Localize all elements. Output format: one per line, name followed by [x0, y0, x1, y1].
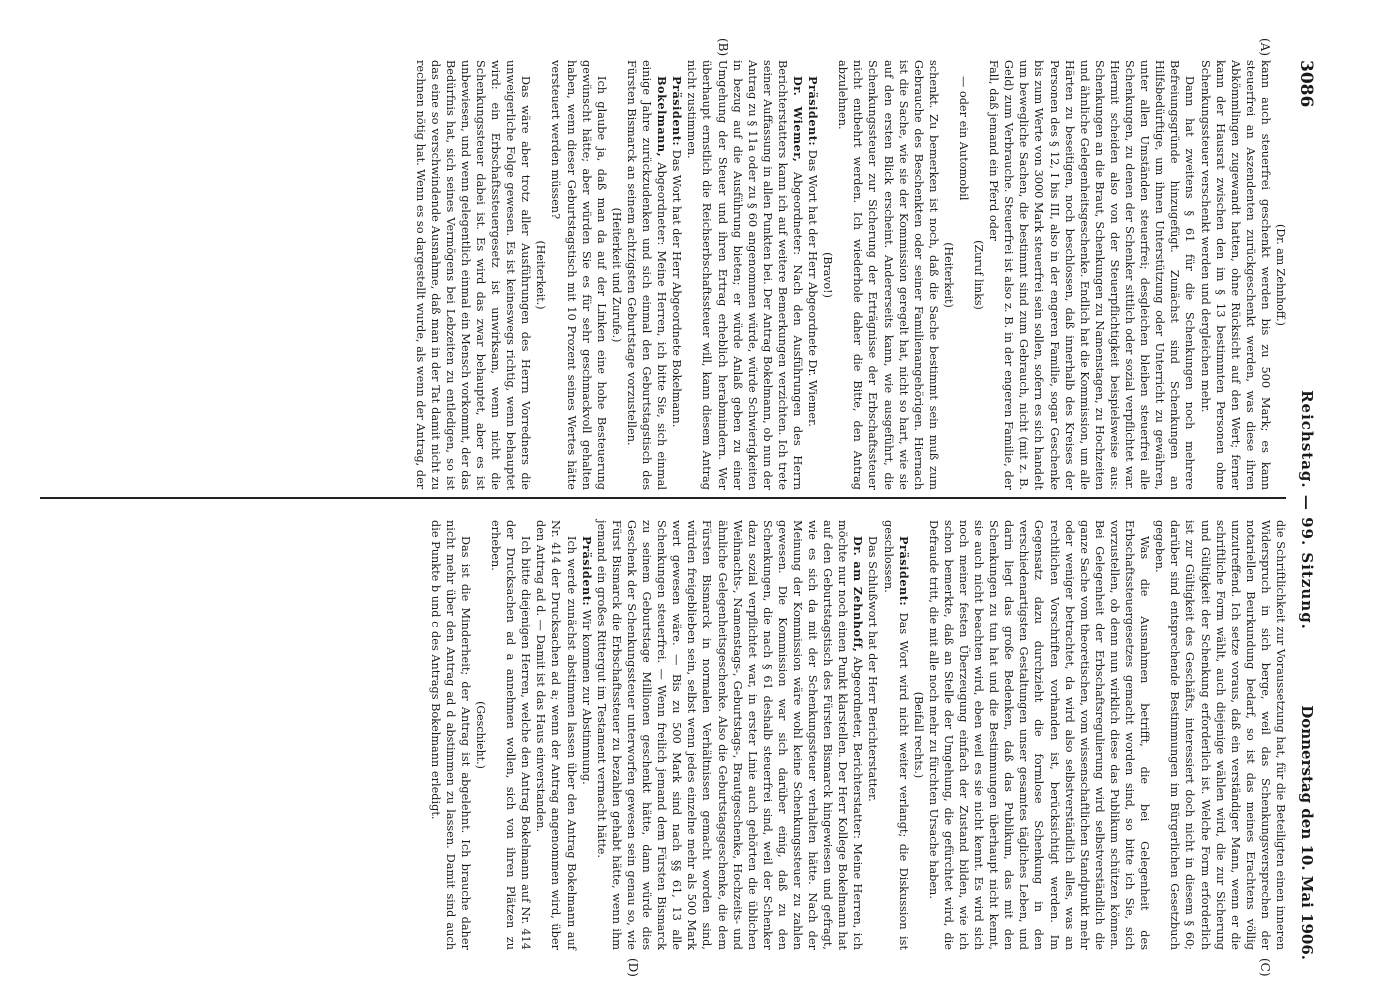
speaker-label: Dr. am Zehnhoff, — [851, 536, 866, 653]
paragraph: Ich werde zunächst abstimmen lassen über den Antrag Bokelmann auf Nr. 414 der Drucksachen ad a; wenn der Antrag angenommen wird, über den Antrag ad d. — Damit ist das Haus einverstanden. — [534, 520, 578, 950]
speaker-label: Präsident: — [670, 76, 685, 147]
speaker-label: Präsident: — [896, 536, 911, 607]
speaker-label: Präsident: — [806, 76, 821, 147]
president-remark — [669, 60, 684, 490]
margin-mark-c: (C) — [1258, 958, 1272, 977]
paragraph: Ich bitte diejenigen Herren, welche den Antrag Bokelmann auf Nr. 414 der Drucksachen ad a annehmen wollen, sich von ihren Plätzen zu erheben. — [489, 520, 533, 950]
column-divider — [40, 497, 1286, 499]
speaker-label: Präsident: — [579, 536, 594, 607]
paragraph: Das wäre aber trotz aller Ausführungen des Herrn Vorredners die unweigerliche Folge gewesen. Es ist keineswegs richtig, wenn behauptet wird: ein Erbschaftssteuergesetz ist unwirksam, wenn nicht die Schenkungssteuer dabei ist. Es wird das zwar behauptet, aber es ist unbewiesen, und wenn gelegentlich einmal ein Mensch vorkommt, der das Bedürfnis hat, sich seines Vermögens bei Lebzeiten zu entledigen, so ist das eine so verschwindende Ausnahme, daß man in der Tat damit nicht zu rechnen nötig hat. Wenn es so dargestellt wurde, als wenn der Antrag, der — [413, 60, 533, 490]
right-column — [428, 520, 1288, 950]
speech-text: Das Wort wird nicht weiter verlangt; die Diskussion ist geschlossen. — [881, 520, 910, 951]
speech-text: Abgeordneter, Berichterstatter: Meine Herren, ich möchte nur noch einen Punkt klarstellen. Der Herr Kollege Bokelmann hat auf den Geburtstagstisch des Fürsten Bismarck hingewiesen und gefragt, wie es sich da mit der Schenkungssteuer verhalten hätte. Nach der Meinung der Kommission wäre wohl keine Schenkungssteuer zu zahlen gewesen. Die Kommission war sich darüber einig, daß zu den Schenkungen, die nach § 61 deshalb steuerfrei sind, weil der Schenker dazu sozial verpflichtet war, in erster Linie auch gehörten die üblichen Weihnachts-, Namenstags-, Geburtstags-, Brautgeschenke, Hochzeits- und ähnliche Gelegenheitsgeschenke. Also die Geburtstagsgeschenke, die dem Fürsten Bismarck in normalen Verhältnissen gemacht worden sind, würden freigeblieben sein, selbst wenn jedes einzelne mehr als 500 Mark wert gewesen wäre. — Bis zu 500 Mark sind nach §§ 61, 13 alle Schenkungen steuerfrei. — Wenn freilich jemand dem Fürsten Bismarck zu seinem Geburtstage Millionen geschenkt hätte, dann würde dies Geschenk der Schenkungssteuer unterworfen gewesen sein genau so, wie Fürst Bismarck die Erbschaftssteuer zu bezahlen gehabt hätte, wenn ihm jemand ein großes Rittergut im Testament vermacht hätte. — [594, 520, 865, 950]
speech-text: Wir kommen zur Abstimmung. — [579, 609, 593, 785]
paragraph: Dann hat zweitens § 61 für die Schenkungen noch mehrere Befreiungsgründe hinzugefügt. Zunächst sind Schenkungen an Hilfsbedürftige, um ihnen Unterstützung oder Unterricht zu gewähren, unter allen Umständen steuerfrei; desgleichen bleiben steuerfrei alle Schenkungen, zu denen der Schenker sittlich oder sozial verpflichtet war. Hiermit scheiden also von der Steuerpflichtigkeit beispielsweise aus: Schenkungen an die Braut, Schenkungen zu Namenstagen, zu Hochzeiten und ähnliche Gelegenheitsgeschenke. Endlich hat die Kommission, um alle Härten zu beseitigen, noch beschlossen, daß innerhalb des Kreises der Personen des § 12, I bis III, also in der engeren Familie, sogar Geschenke bis zum Werte von 3000 Mark steuerfrei sein sollen, sofern es sich handelt um bewegliche Sachen, die bestimmt sind zum Gebrauch, nicht (mit z. B. Geld) zum Verbrauche. Steuerfrei ist also z. B. in der engeren Familie, der Fall, daß jemand ein Pferd oder — [987, 60, 1197, 490]
interjection: (Heiterkeit.) — [534, 240, 548, 310]
left-column — [413, 60, 1288, 490]
president-remark — [579, 520, 594, 950]
paragraph: — oder ein Automobil — [957, 76, 971, 201]
speech-text: Abgeordneter: Nach den Ausführungen des Herrn Berichterstatters kann ich auf weitere Bemerkungen verzichten. Ich trete seiner Auffassung in allen Punkten bei. Der Antrag Bokelmann, ob nun der Antrag zu § 11a oder zu § 60 angenommen würde, würde Schwierigkeiten in bezug auf die Ausführung bieten; er würde Anlaß geben zu einer Umgehung der Steuer und ihren Ertrag erheblich herabmindern. Wer überhaupt ernstlich die Reichserbschaftssteuer will, kann diesem Antrag nicht zustimmen. — [685, 60, 804, 490]
speech — [624, 60, 669, 490]
interjection: (Beifall rechts.) — [911, 691, 925, 779]
paragraph: die Schriftlichkeit zur Voraussetzung hat, für die Beteiligten einen inneren Widerspruch in sich berge, weil das Schenkungsversprechen der notariellen Beurkundung bedarf, so ist das meines Erachtens völlig unzutreffend. Ich setze voraus, daß ein verständiger Mann, wenn er die schriftliche Form wählt, auch diejenige wählen wird, die zur Sicherung und Gültigkeit der Schenkung erforderlich ist. Welche Form erforderlich ist zur Gültigkeit des Geschäfts, interessiert doch nicht in diesem § 60; darüber sind entsprechende Bestimmungen im Bürgerlichen Gesetzbuch gegeben. — [1153, 520, 1287, 950]
interjection: (Heiterkeit) — [941, 242, 955, 308]
paragraph: Ich glaube ja, daß man da auf der Linken eine hohe Besteuerung gewünscht hätte; aber würden Sie es für sehr geschmackvoll gehalten haben, wenn dieser Geburtstagstisch mit 10 Prozent seines Wertes hätte versteuert werden müssen? — [549, 60, 608, 490]
margin-mark-d: (D) — [626, 958, 640, 977]
page-header — [1292, 60, 1316, 960]
interjection: (Zuruf links) — [972, 240, 986, 310]
speech — [594, 520, 866, 950]
interjection: (Bravo!) — [821, 252, 835, 298]
speaker-label: Bokelmann, — [655, 76, 670, 158]
interjection: (Geschieht.) — [474, 701, 488, 769]
paragraph: Das Schlußwort hat der Herr Berichterstatter. — [866, 536, 880, 802]
continued-speaker: (Dr. am Zehnhoff.) — [1274, 224, 1287, 326]
speech-text: Das Wort hat der Herr Abgeordnete Dr. Wiemer. — [806, 149, 820, 427]
paragraph: Was die Ausnahmen betrifft, die bei Gelegenheit des Erbschaftssteuergesetzes gemacht worden sind, so bitte ich Sie, sich vorzustellen, ob denn nun wirklich diese das Publikum schützen können. Bei Gelegenheit der Erbschaftsregulierung wird selbstverständlich die ganze Sache vom theoretischen, vom wissenschaftlichen Standpunkt mehr oder weniger betrachtet, da wird also selbstverständlich alles, was an rechtlichen Vorschriften vorhanden ist, berücksichtigt werden. Im Gegensatz dazu durchzieht die formlose Schenkung in den verschiedenartigsten Gestaltungen unser gesamtes tägliches Leben, und darin liegt das große Bedenken, daß das Publikum, das mit den Schenkungen zu tun hat und die Bestimmungen überhaupt nicht kennt, sie auch nicht beachten wird, eben weil es sie nicht kennt. Es wird sich noch meiner festen Überzeugung einfach der Zustand bilden, wie ich schon bemerkte, daß an Stelle der Umgehung, die gefürchtet wird, die Defraude tritt, die mit alle noch mehr zu fürchten Ursache haben. — [926, 520, 1152, 950]
paragraph: schenkt. Zu bemerken ist noch, daß die Sache bestimmt sein muß zum Gebrauche des Beschenkten oder seiner Familienangehörigen. Hiernach ist die Sache, wie sie der Kommission geregelt hat, nicht so hart, wie sie auf den ersten Blick erscheint. Andererseits kann, wie ausgeführt, die Schenkungssteuer zur Sicherung der Erträgnisse der Erbschaftssteuer nicht entbehrt werden. Ich wiederhole daher die Bitte, den Antrag abzulehnen. — [836, 60, 940, 490]
president-remark — [880, 520, 910, 950]
speaker-label: Dr. Wiemer, — [791, 76, 805, 163]
margin-mark-b: (B) — [716, 38, 730, 57]
president-remark — [805, 60, 820, 490]
paragraph: kann auch steuerfrei geschenkt werden bis zu 500 Mark; es kann steuerfrei an Aszendenten zurückgeschenkt werden, was diese ihren Abkömmlingen zugewandt hatten, ohne Rücksicht auf den Wert; ferner kann der Hausrat zwischen den im § 13 bestimmten Personen ohne Schenkungssteuer verschenkt werden und dergleichen mehr. — [1198, 60, 1272, 490]
speech-text: Das Wort hat der Herr Abgeordnete Bokelmann. — [670, 149, 684, 428]
page-title: Reichstag. — 99. Sitzung. — [1298, 390, 1316, 630]
speech-text: Abgeordneter: Meine Herren, ich bitte Sie, sich einmal einige Jahre zurückzudenken und sich einmal den Geburtstagstisch des Fürsten Bismarck an seinem achtzigsten Geburtstage vorzustellen. — [624, 60, 669, 491]
session-date: Donnerstag den 10. Mai 1906. — [1298, 705, 1316, 960]
margin-mark-a: (A) — [1258, 38, 1272, 57]
speech — [684, 60, 805, 490]
paragraph: Das ist die Minderheit; der Antrag ist abgelehnt. Ich brauche daher nicht mehr über den Antrag ad d abstimmen zu lassen. Damit sind auch die Punkte b und c des Antrags Bokelmann erledigt. — [428, 520, 472, 950]
page-number: 3086 — [1296, 60, 1316, 108]
interjection: (Heiterkeit und Zurufe.) — [609, 207, 623, 343]
